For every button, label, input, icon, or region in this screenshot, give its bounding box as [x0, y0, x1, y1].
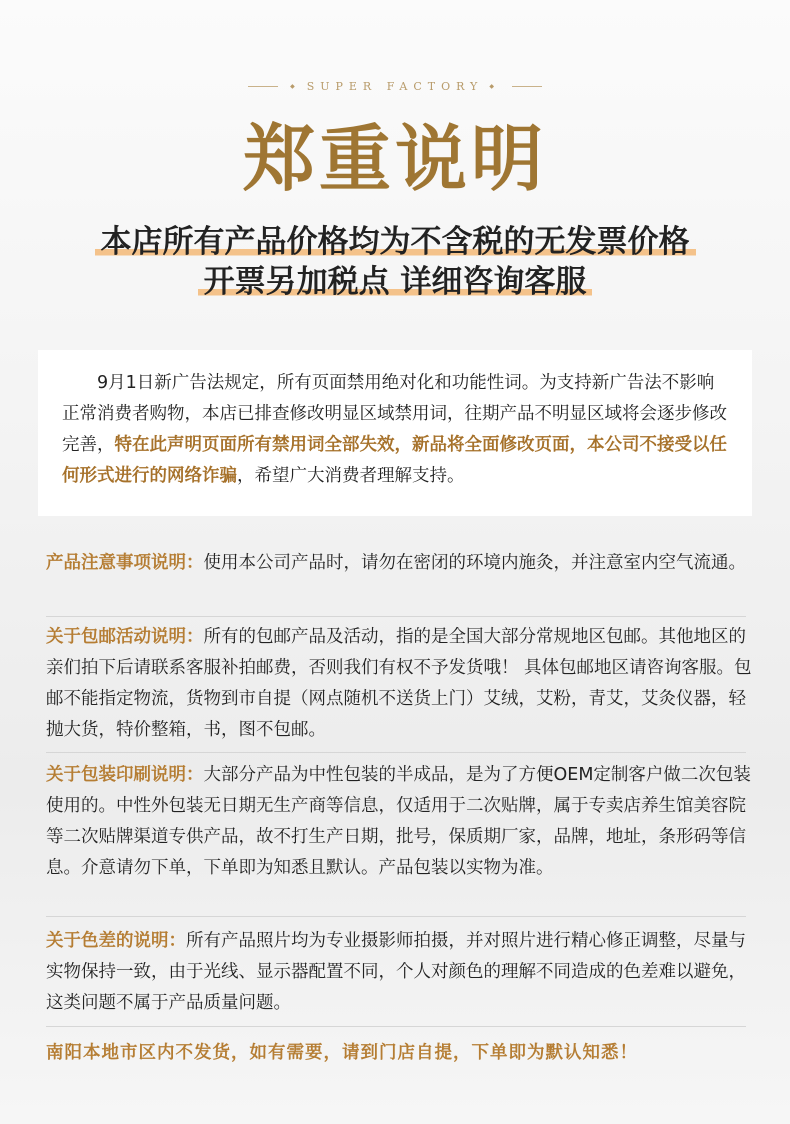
super-factory-banner [0, 80, 790, 93]
section-color-difference [46, 926, 756, 1019]
banner-rule-left [248, 86, 278, 87]
page-title: 郑重说明 [242, 117, 547, 201]
divider [46, 916, 746, 917]
banner-dot-right: ◆ [489, 83, 500, 90]
banner-dot-left: ◆ [290, 83, 301, 90]
section-packaging [46, 760, 756, 884]
footer-notice: 南阳本地市区内不发货，如有需要，请到门店自提，下单即为默认知悉！ [46, 1043, 638, 1063]
section-text: 使用本公司产品时，请勿在密闭的环境内施灸，并注意室内空气流通。 [203, 553, 746, 573]
section-label: 关于色差的说明： [46, 931, 186, 951]
statement-box [38, 350, 752, 516]
divider [46, 616, 746, 617]
divider [46, 752, 746, 753]
statement-highlight: 特在此声明页面所有禁用词全部失效，新品将全面修改页面，本公司不接受以任何形式进行的网络诈骗 [62, 435, 727, 486]
notice-line-2 [0, 262, 790, 302]
section-label: 关于包装印刷说明： [46, 765, 204, 785]
section-text: 所有的包邮产品及活动，指的是全国大部分常规地区包邮。其他地区的亲们拍下后请联系客服补拍邮费，否则我们有权不予发货哦！ 具体包邮地区请咨询客服。包邮不能指定物流，货物到市自提（网点随机不送货上门）艾绒，艾粉，青艾，艾灸仪器，轻抛大货，特价整箱，书，图不包邮。 [46, 627, 752, 740]
section-free-shipping [46, 622, 756, 746]
statement-paragraph [38, 350, 752, 492]
statement-intro: 9月1日新广告法规定，所有页面禁用绝对化和功能性词。为支持新广告法不影响正常消费者购物，本店已排查修改明显区域禁用词，往期产品不明显区域将会逐步修改完善， [62, 373, 727, 455]
section-product-notice [46, 548, 756, 579]
notice-line-1 [0, 222, 790, 262]
section-label: 产品注意事项说明： [46, 553, 204, 573]
statement-outro: ，希望广大消费者理解支持。 [237, 466, 465, 486]
divider [46, 1026, 746, 1027]
section-text: 所有产品照片均为专业摄影师拍摄，并对照片进行精心修正调整，尽量与实物保持一致，由于光线、显示器配置不同，个人对颜色的理解不同造成的色差难以避免，这类问题不属于产品质量问题。 [46, 931, 746, 1013]
section-text: 大部分产品为中性包装的半成品，是为了方便OEM定制客户做二次包装使用的。中性外包装无日期无生产商等信息，仅适用于二次贴牌，属于专卖店养生馆美容院等二次贴牌渠道专供产品，故不打生产日期，批号，保质期厂家，品牌，地址，条形码等信息。介意请勿下单，下单即为知悉且默认。产品包装以实物为准。 [46, 765, 751, 878]
section-label: 关于包邮活动说明： [46, 627, 204, 647]
banner-rule-right [512, 86, 542, 87]
notice-text-2: 开票另加税点 详细咨询客服 [198, 264, 593, 300]
factory-text: SUPER FACTORY [306, 80, 484, 93]
notice-text-1: 本店所有产品价格均为不含税的无发票价格 [95, 224, 696, 260]
